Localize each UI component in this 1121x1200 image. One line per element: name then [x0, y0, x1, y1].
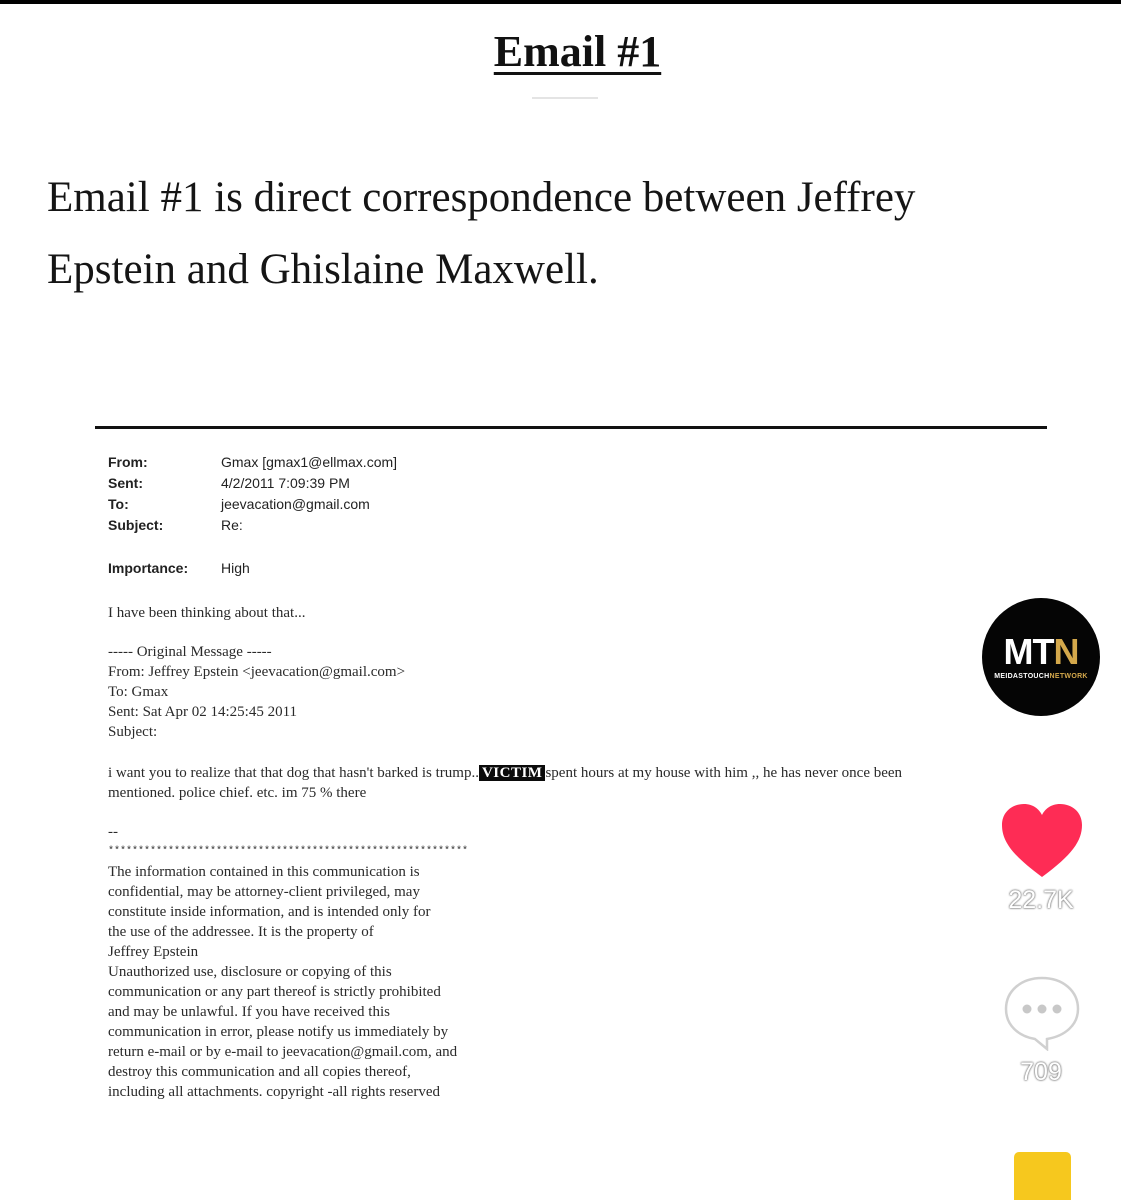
- original-message: [108, 642, 1028, 742]
- header-row-sent: [108, 473, 528, 494]
- disclaimer-line: confidential, may be attorney-client privileged, may: [108, 884, 420, 900]
- header-label: From:: [108, 454, 148, 470]
- header-label: Sent:: [108, 475, 143, 491]
- disclaimer-line: the use of the addressee. It is the property of: [108, 924, 374, 940]
- comment-icon: [1003, 975, 1081, 1051]
- email-top-rule: [95, 426, 1047, 429]
- disclaimer-line: communication or any part thereof is strictly prohibited: [108, 984, 441, 1000]
- original-to: To: Gmax: [108, 684, 169, 700]
- disclaimer-line: Unauthorized use, disclosure or copying of this: [108, 964, 392, 980]
- brand-logo: MTN: [1003, 631, 1079, 672]
- message-part-1: i want you to realize that that dog that hasn't barked is trump..: [108, 765, 479, 781]
- header-value: jeevacation@gmail.com: [221, 496, 370, 512]
- importance-value: High: [221, 560, 250, 576]
- disclaimer-line: destroy this communication and all copies thereof,: [108, 1064, 411, 1080]
- disclaimer-line: communication in error, please notify us immediately by: [108, 1024, 449, 1040]
- disclaimer-line: constitute inside information, and is intended only for: [108, 904, 431, 920]
- header-label: Subject:: [108, 517, 164, 533]
- channel-avatar[interactable]: [982, 598, 1100, 716]
- disclaimer-line: including all attachments. copyright -all rights reserved: [108, 1084, 440, 1100]
- reply-text: I have been thinking about that...: [108, 605, 306, 621]
- comment-count: 709: [1020, 1058, 1062, 1086]
- original-from: From: Jeffrey Epstein <jeevacation@gmail.com>: [108, 664, 406, 680]
- header-value: 4/2/2011 7:09:39 PM: [221, 475, 350, 491]
- header-value: Gmax [gmax1@ellmax.com]: [221, 454, 398, 470]
- original-subject: Subject:: [108, 724, 158, 740]
- share-button[interactable]: [1014, 1152, 1071, 1200]
- header-value: Re:: [221, 517, 243, 533]
- intro-paragraph: [47, 162, 1047, 306]
- message-line-1: [108, 763, 1028, 783]
- original-sent: Sent: Sat Apr 02 14:25:45 2011: [108, 704, 298, 720]
- disclaimer-line: Jeffrey Epstein: [108, 944, 199, 960]
- signature-dash: --: [108, 824, 118, 840]
- message-part-2: spent hours at my house with him ,, he has never once been: [545, 765, 903, 781]
- disclaimer-line: return e-mail or by e-mail to jeevacation@gmail.com, and: [108, 1044, 458, 1060]
- disclaimer-line: The information contained in this communication is: [108, 864, 420, 880]
- original-banner: ----- Original Message -----: [108, 644, 272, 660]
- asterisk-divider: ************************************************************: [108, 846, 469, 857]
- comment-button[interactable]: [1003, 975, 1081, 1051]
- document-title: Email #1: [493, 27, 662, 76]
- email-headers: [108, 452, 528, 579]
- disclaimer-line: and may be unlawful. If you have received this: [108, 1004, 390, 1020]
- header-row-from: [108, 452, 528, 473]
- title-divider: [532, 97, 598, 99]
- heart-icon: [1000, 803, 1084, 881]
- like-count: 22.7K: [1008, 886, 1074, 914]
- header-row-subject: [108, 515, 528, 536]
- intro-line-1: Email #1 is direct correspondence between Jeffrey: [47, 174, 916, 221]
- header-row-to: [108, 494, 528, 515]
- like-button[interactable]: [1000, 803, 1084, 881]
- brand-subtitle: MEIDASTOUCHNETWORK: [994, 673, 1088, 680]
- message-line-2: mentioned. police chief. etc. im 75 % there: [108, 785, 367, 801]
- disclaimer: [108, 862, 1028, 1102]
- header-label: To:: [108, 496, 129, 512]
- header-row-importance: [108, 558, 528, 579]
- intro-line-2: Epstein and Ghislaine Maxwell.: [47, 246, 599, 293]
- redaction-box: VICTIM: [479, 765, 546, 781]
- importance-label: Importance:: [108, 560, 189, 576]
- top-border: [0, 0, 1121, 4]
- message-body: [108, 763, 1028, 803]
